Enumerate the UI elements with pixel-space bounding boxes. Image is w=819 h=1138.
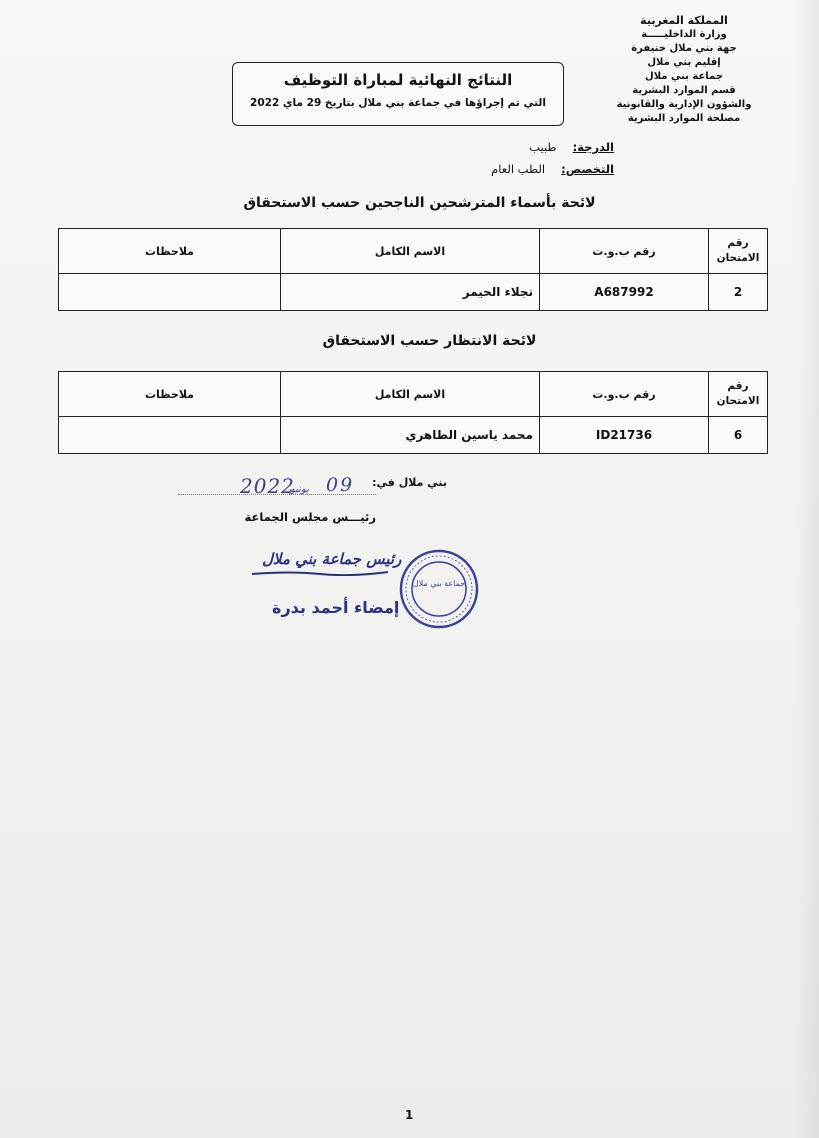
grade-label: الدرجة: — [572, 140, 614, 154]
cell-full-name: محمد ياسين الطاهري — [281, 417, 540, 454]
header-full-name: الاسم الكامل — [281, 229, 540, 274]
org-line: جهة بني ملال خنيفرة — [631, 43, 737, 54]
title-box — [232, 62, 564, 126]
specialty-value: الطب العام — [491, 162, 546, 176]
table-row — [59, 417, 768, 454]
cell-full-name: نجلاء الحيمر — [281, 274, 540, 311]
specialty-label: التخصص: — [561, 162, 614, 176]
cell-exam-number: 2 — [709, 274, 768, 311]
official-stamp-icon — [398, 548, 480, 630]
header-exam-number: رقم الامتحان — [709, 229, 768, 274]
grade-line — [529, 140, 614, 154]
org-line: قسم الموارد البشرية — [632, 85, 736, 96]
header-notes: ملاحظات — [59, 229, 281, 274]
stamp-text: جماعة بني ملال — [412, 579, 466, 588]
signature-line-2: إمضاء أحمد بدرة — [272, 598, 400, 617]
header-id-number: رقم ب.و.ت — [540, 372, 709, 417]
passed-list-title: لائحة بأسماء المترشحين الناجحين حسب الاستحقاق — [243, 195, 596, 211]
signature-line-1: رئيس جماعة بني ملال — [262, 550, 402, 568]
cell-notes — [59, 417, 281, 454]
specialty-line — [491, 162, 614, 176]
page-edge-shadow — [795, 0, 819, 1138]
org-line: وزارة الداخليـــــة — [641, 29, 727, 40]
organization-header — [609, 14, 759, 126]
page-number: 1 — [405, 1108, 414, 1122]
document-subtitle: التي تم إجراؤها في جماعة بني ملال بتاريخ 29 ماي 2022 — [250, 97, 546, 109]
signature-stroke-icon — [250, 570, 390, 576]
cell-exam-number: 6 — [709, 417, 768, 454]
cell-id-number: A687992 — [540, 274, 709, 311]
table-header-row — [59, 229, 768, 274]
handwritten-month: يونيو — [290, 484, 309, 495]
passed-table — [58, 228, 768, 311]
document-title: النتائج النهائية لمباراة التوظيف — [283, 71, 513, 89]
president-title: رئيـــس مجلس الجماعة — [244, 510, 376, 524]
org-line: والشؤون الإدارية والقانونية — [616, 99, 752, 110]
handwritten-year: 2022 — [240, 474, 295, 498]
date-label: بني ملال في: — [372, 476, 447, 489]
org-line: المملكة المغربية — [640, 14, 728, 27]
header-notes: ملاحظات — [59, 372, 281, 417]
org-line: إقليم بني ملال — [647, 57, 721, 68]
cell-notes — [59, 274, 281, 311]
header-id-number: رقم ب.و.ت — [540, 229, 709, 274]
waiting-table — [58, 371, 768, 454]
cell-id-number: ID21736 — [540, 417, 709, 454]
org-line: مصلحة الموارد البشرية — [627, 113, 741, 124]
waiting-list-title: لائحة الانتظار حسب الاستحقاق — [322, 333, 537, 349]
header-full-name: الاسم الكامل — [281, 372, 540, 417]
table-row — [59, 274, 768, 311]
handwritten-day: 09 — [326, 474, 355, 496]
table-header-row — [59, 372, 768, 417]
header-exam-number: رقم الامتحان — [709, 372, 768, 417]
org-line: جماعة بني ملال — [645, 71, 723, 82]
grade-value: طبيب — [529, 140, 557, 154]
